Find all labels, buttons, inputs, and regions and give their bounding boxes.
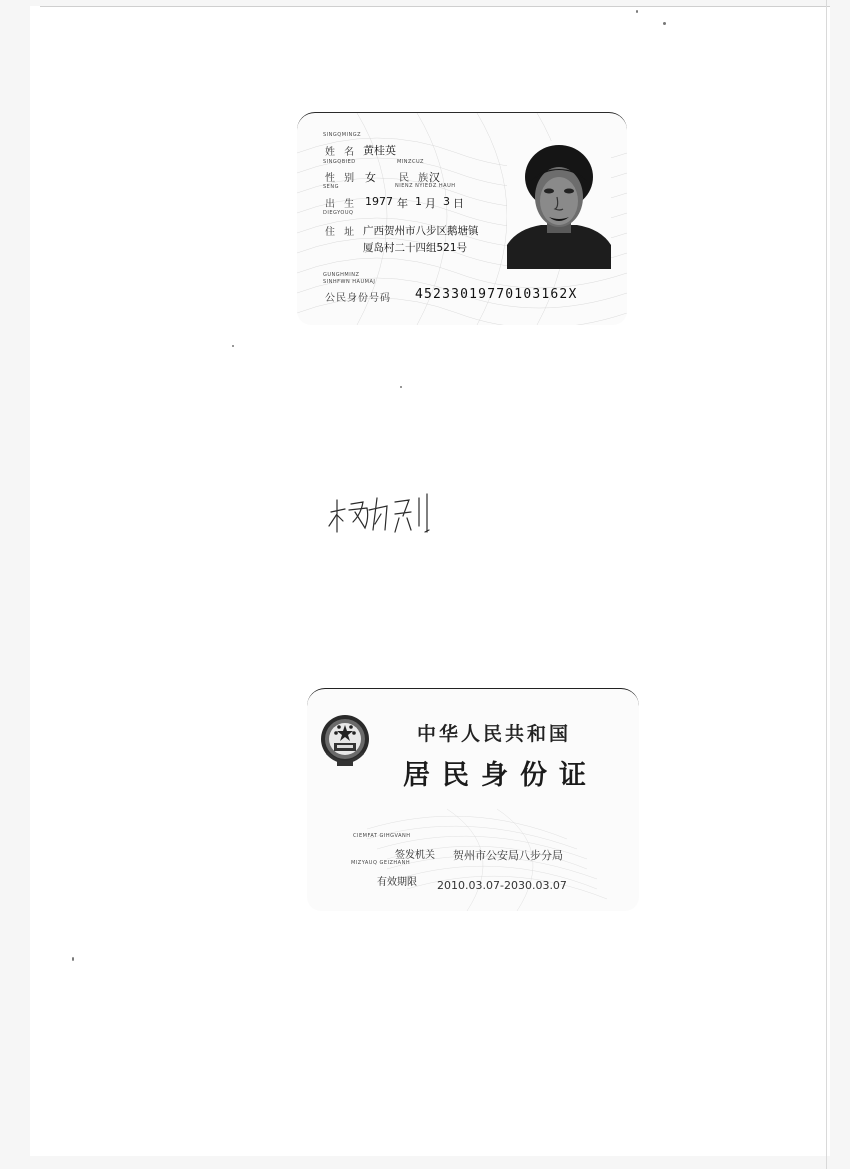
validity-pinyin: MIZYAUQ GEIZHANH bbox=[351, 860, 411, 866]
day-char: 日 bbox=[453, 197, 464, 210]
holder-photo bbox=[507, 141, 611, 269]
sex-value: 女 bbox=[365, 171, 376, 184]
id-number-value: 45233019770103162X bbox=[415, 287, 578, 302]
birth-sub-pinyin: NIENZ NYIEDZ HAUH bbox=[395, 183, 456, 189]
authority-label: 签发机关 bbox=[395, 850, 435, 861]
scan-speck bbox=[232, 345, 234, 347]
birth-year: 1977 bbox=[365, 195, 393, 208]
validity-label: 有效期限 bbox=[377, 877, 417, 888]
id-pinyin-2: SINHFWN HAUMAJ bbox=[323, 279, 376, 285]
scan-speck bbox=[636, 10, 638, 13]
name-pinyin: SINGQMINGZ bbox=[323, 132, 362, 138]
id-card-front bbox=[297, 112, 627, 325]
ethnic-value: 汉 bbox=[429, 171, 440, 184]
address-line-1: 广西贺州市八步区鹅塘镇 bbox=[363, 225, 479, 237]
id-pinyin-1: GUNGHMINZ bbox=[323, 272, 360, 278]
id-number-label: 公民身份号码 bbox=[325, 293, 391, 304]
sex-pinyin: SINGQBIED bbox=[323, 159, 356, 165]
birth-day: 3 bbox=[443, 195, 450, 208]
validity-value: 2010.03.07-2030.03.07 bbox=[437, 879, 567, 892]
authority-pinyin: CIEMFAT GIHGVANH bbox=[353, 833, 411, 839]
scan-speck bbox=[663, 22, 666, 25]
scan-speck bbox=[400, 386, 402, 388]
country-name: 中华人民共和国 bbox=[417, 723, 572, 745]
year-char: 年 bbox=[397, 197, 408, 210]
scan-speck bbox=[72, 957, 74, 961]
handwritten-signature bbox=[325, 488, 440, 536]
birth-month: 1 bbox=[415, 195, 422, 208]
scan-edge-right bbox=[826, 0, 827, 1169]
address-line-2: 厦岛村二十四组521号 bbox=[363, 242, 468, 254]
address-label: 住 址 bbox=[325, 227, 358, 238]
name-label: 姓 名 bbox=[325, 147, 358, 158]
birth-label: 出 生 bbox=[325, 199, 358, 210]
name-value: 黄桂英 bbox=[363, 144, 396, 157]
id-card-back bbox=[307, 688, 639, 911]
ethnic-label: 民 族 bbox=[399, 173, 432, 184]
month-char: 月 bbox=[425, 197, 436, 210]
national-emblem-icon bbox=[319, 713, 371, 769]
ethnic-pinyin: MINZCUZ bbox=[397, 159, 424, 165]
birth-pinyin: SENG bbox=[323, 184, 339, 190]
sex-label: 性 别 bbox=[325, 173, 358, 184]
address-pinyin: DIEGYOUQ bbox=[323, 210, 354, 216]
scan-edge-top bbox=[40, 6, 830, 7]
authority-value: 贺州市公安局八步分局 bbox=[453, 849, 563, 862]
card-title: 居民身份证 bbox=[403, 760, 598, 791]
